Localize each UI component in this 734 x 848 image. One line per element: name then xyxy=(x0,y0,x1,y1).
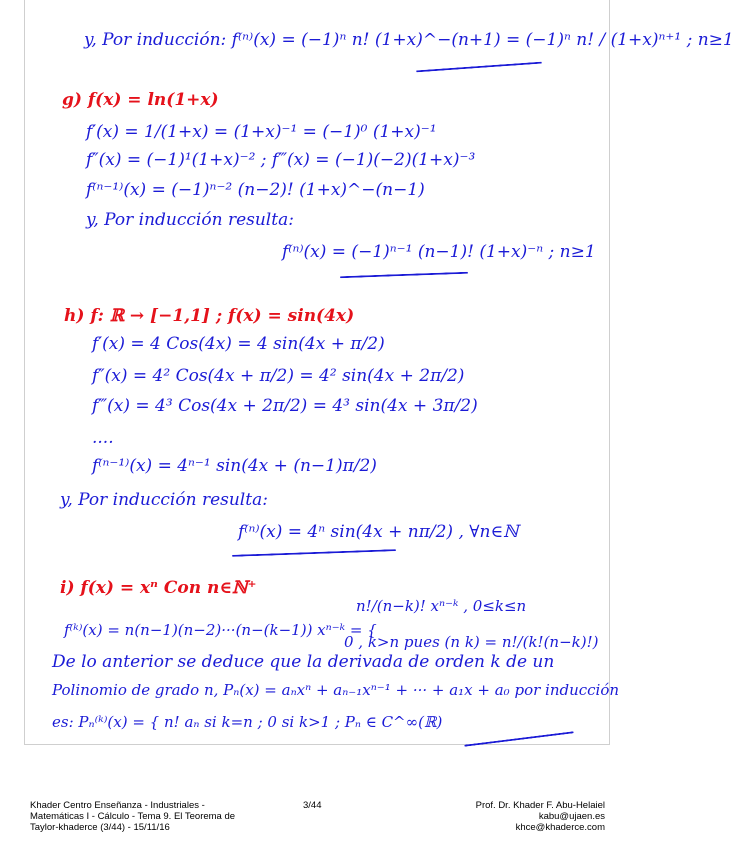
i-case-k-le-n: n!/(n−k)! xⁿ⁻ᵏ , 0≤k≤n xyxy=(356,597,527,615)
footer-author: Prof. Dr. Khader F. Abu-Helaiel xyxy=(475,800,605,811)
page-number: 3/44 xyxy=(303,800,322,811)
i-polynomial-text: Polinomio de grado n, Pₙ(x) = aₙxⁿ + aₙ₋₁xⁿ⁻¹ + ··· + a₁x + a₀ por inducción xyxy=(52,681,620,699)
footer-left-line-1: Khader Centro Enseñanza - Industriales - xyxy=(30,800,205,811)
h-third-derivative: f‴(x) = 4³ Cos(4x + 2π/2) = 4³ sin(4x + 3π/2) xyxy=(92,396,478,416)
g-induction-text: y, Por inducción resulta: xyxy=(86,210,294,230)
induction-result-f: y, Por inducción: f⁽ⁿ⁾(x) = (−1)ⁿ n! (1+x)^−(n+1) = (−1)ⁿ n! / (1+x)ⁿ⁺¹ ; n≥1 xyxy=(84,30,734,50)
h-second-derivative: f″(x) = 4² Cos(4x + π/2) = 4² sin(4x + 2π/2) xyxy=(92,366,465,386)
footer-email-2: khce@khaderce.com xyxy=(515,822,605,833)
i-polynomial-derivative: es: Pₙ⁽ᵏ⁾(x) = { n! aₙ si k=n ; 0 si k>1 ; Pₙ ∈ C^∞(ℝ) xyxy=(52,713,443,731)
footer-right xyxy=(476,800,605,833)
g-n-minus-1-derivative: f⁽ⁿ⁻¹⁾(x) = (−1)ⁿ⁻² (n−2)! (1+x)^−(n−1) xyxy=(86,180,425,200)
i-case-k-gt-n: 0 , k>n pues (n k) = n!/(k!(n−k)!) xyxy=(344,633,599,651)
footer-email-1: kabu@ujaen.es xyxy=(538,811,605,822)
h-n-minus-1-derivative: f⁽ⁿ⁻¹⁾(x) = 4ⁿ⁻¹ sin(4x + (n−1)π/2) xyxy=(92,456,377,476)
footer-left-line-2: Matemáticas I - Cálculo - Tema 9. El Teorema de xyxy=(30,811,236,822)
section-i-heading: i) f(x) = xⁿ Con n∈ℕ⁺ xyxy=(60,578,257,598)
h-induction-result: f⁽ⁿ⁾(x) = 4ⁿ sin(4x + nπ/2) , ∀n∈ℕ xyxy=(238,522,519,542)
footer-left xyxy=(30,800,235,833)
h-ellipsis: .... xyxy=(92,428,114,448)
section-h-heading: h) f: ℝ → [−1,1] ; f(x) = sin(4x) xyxy=(64,306,355,326)
g-second-third-derivative: f″(x) = (−1)¹(1+x)⁻² ; f‴(x) = (−1)(−2)(1+x)⁻³ xyxy=(86,150,476,170)
h-first-derivative: f′(x) = 4 Cos(4x) = 4 sin(4x + π/2) xyxy=(92,334,385,354)
footer-left-line-3: Taylor-khaderce (3/44) - 15/11/16 xyxy=(30,822,170,833)
i-kth-derivative: f⁽ᵏ⁾(x) = n(n−1)(n−2)···(n−(k−1)) xⁿ⁻ᵏ = { xyxy=(64,621,377,639)
g-first-derivative: f′(x) = 1/(1+x) = (1+x)⁻¹ = (−1)⁰ (1+x)⁻¹ xyxy=(86,122,437,142)
g-induction-result: f⁽ⁿ⁾(x) = (−1)ⁿ⁻¹ (n−1)! (1+x)⁻ⁿ ; n≥1 xyxy=(282,242,596,262)
section-g-heading: g) f(x) = ln(1+x) xyxy=(62,90,219,110)
h-induction-text: y, Por inducción resulta: xyxy=(60,490,268,510)
i-deduction-text: De lo anterior se deduce que la derivada de orden k de un xyxy=(52,652,555,672)
